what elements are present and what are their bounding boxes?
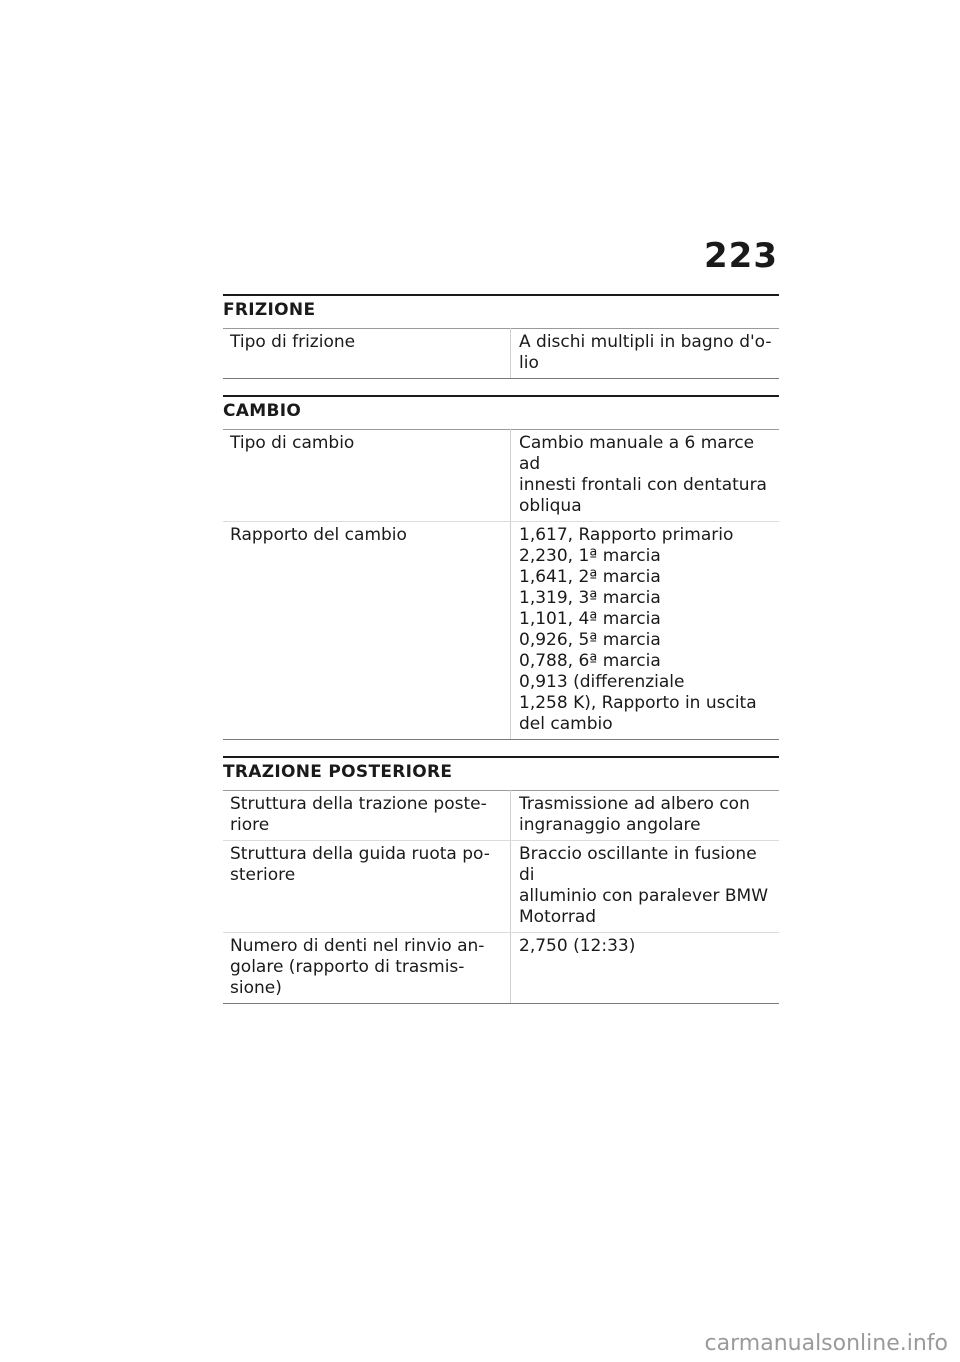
value-line: 1,617, Rapporto primario: [519, 525, 734, 545]
watermark-footer: carmanualsonline.info: [704, 1331, 948, 1356]
label-line: Tipo di cambio: [230, 433, 355, 453]
row-label: [223, 933, 511, 1004]
table-row: [223, 791, 779, 841]
value-line: Motorrad: [519, 907, 597, 927]
row-value: [511, 430, 780, 522]
spec-table-frizione: [223, 328, 779, 379]
value-line: 2,750 (12:33): [519, 936, 636, 956]
spec-table-cambio: [223, 429, 779, 740]
label-line: Struttura della trazione poste-: [230, 794, 487, 814]
value-line: 1,641, 2ª marcia: [519, 567, 661, 587]
row-label: [223, 430, 511, 522]
value-line: 1,101, 4ª marcia: [519, 609, 661, 629]
value-line: del cambio: [519, 714, 613, 734]
row-label: [223, 522, 511, 740]
table-row: [223, 430, 779, 522]
label-line: Numero di denti nel rinvio an-: [230, 936, 485, 956]
spec-table-trazione-posteriore: [223, 790, 779, 1004]
value-line: 1,258 K), Rapporto in uscita: [519, 693, 757, 713]
value-line: Trasmissione ad albero con: [519, 794, 750, 814]
page-number: 223: [704, 236, 778, 276]
value-line: 0,926, 5ª marcia: [519, 630, 661, 650]
value-line: 1,319, 3ª marcia: [519, 588, 661, 608]
label-line: steriore: [230, 865, 296, 885]
table-row: [223, 329, 779, 379]
row-value: [511, 841, 780, 933]
section-title-cambio: CAMBIO: [223, 395, 779, 429]
value-line: Cambio manuale a 6 marce ad: [519, 433, 755, 474]
label-line: Struttura della guida ruota po-: [230, 844, 490, 864]
label-line: riore: [230, 815, 270, 835]
value-line: obliqua: [519, 496, 582, 516]
label-line: Rapporto del cambio: [230, 525, 407, 545]
spec-content: [223, 294, 779, 1004]
section-title-frizione: FRIZIONE: [223, 294, 779, 328]
value-line: lio: [519, 353, 539, 373]
value-line: 2,230, 1ª marcia: [519, 546, 661, 566]
row-label: [223, 791, 511, 841]
row-label: [223, 329, 511, 379]
label-line: golare (rapporto di trasmis-: [230, 957, 465, 977]
label-line: Tipo di frizione: [230, 332, 356, 352]
value-line: alluminio con paralever BMW: [519, 886, 768, 906]
row-value: [511, 522, 780, 740]
value-line: 0,913 (differenziale: [519, 672, 685, 692]
table-row: [223, 841, 779, 933]
label-line: sione): [230, 978, 282, 998]
section-title-trazione-posteriore: TRAZIONE POSTERIORE: [223, 756, 779, 790]
value-line: Braccio oscillante in fusione di: [519, 844, 757, 885]
table-row: [223, 933, 779, 1004]
row-value: [511, 791, 780, 841]
value-line: A dischi multipli in bagno d'o-: [519, 332, 772, 352]
value-line: ingranaggio angolare: [519, 815, 701, 835]
value-line: 0,788, 6ª marcia: [519, 651, 661, 671]
row-value: [511, 329, 780, 379]
value-line: innesti frontali con dentatura: [519, 475, 767, 495]
row-value: [511, 933, 780, 1004]
table-row: [223, 522, 779, 740]
row-label: [223, 841, 511, 933]
